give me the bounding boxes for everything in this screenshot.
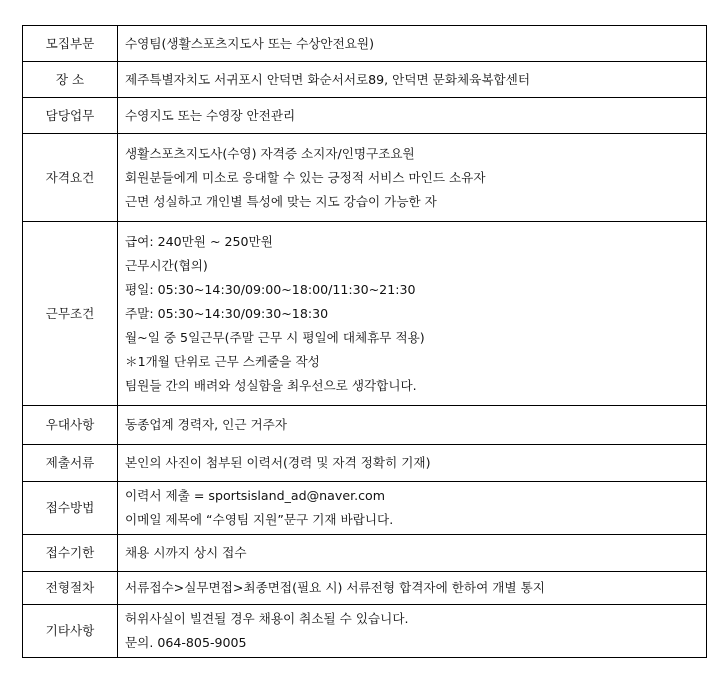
row-value (118, 222, 707, 406)
row-label: 장 소 (23, 62, 118, 98)
row-value (118, 535, 707, 572)
row-label: 전형절차 (23, 572, 118, 605)
value-line: 급여: 240만원 ~ 250만원 (125, 233, 273, 249)
value-line: 이메일 제목에 “수영팀 지원”문구 기재 바랍니다. (125, 512, 394, 527)
table-row-preferences (23, 406, 707, 445)
row-value (118, 134, 707, 222)
recruitment-table (22, 25, 707, 658)
row-value (118, 605, 707, 658)
row-value (118, 98, 707, 134)
table-row-qualifications (23, 134, 707, 222)
row-label: 접수기한 (23, 535, 118, 572)
table-row-other (23, 605, 707, 658)
table-row-deadline (23, 535, 707, 572)
value-line: 월~일 중 5일근무(주말 근무 시 평일에 대체휴무 적용) (125, 329, 425, 345)
row-label: 모집부문 (23, 26, 118, 62)
row-label: 담당업무 (23, 98, 118, 134)
row-label: 제출서류 (23, 445, 118, 482)
row-label: 자격요건 (23, 134, 118, 222)
value-line: 수영팀(생활스포츠지도사 또는 수상안전요원) (125, 35, 374, 51)
value-line: 회원분들에게 미소로 응대할 수 있는 긍정적 서비스 마인드 소유자 (125, 169, 486, 185)
value-line: 동종업계 경력자, 인근 거주자 (125, 417, 287, 432)
value-line: 평일: 05:30~14:30/09:00~18:00/11:30~21:30 (125, 281, 416, 297)
value-line: 근무시간(협의) (125, 257, 208, 273)
value-line: 서류접수>실무면접>최종면접(필요 시) 서류전형 합격자에 한하여 개별 통지 (125, 580, 545, 595)
value-line: ＊1개월 단위로 근무 스케줄을 작성 (125, 353, 320, 369)
value-line: 수영지도 또는 수영장 안전관리 (125, 107, 296, 123)
value-line: 허위사실이 빌견될 경우 채용이 취소될 수 있습니다. (125, 611, 409, 626)
table-row-duties (23, 98, 707, 134)
row-label: 우대사항 (23, 406, 118, 445)
value-line: 주말: 05:30~14:30/09:30~18:30 (125, 305, 329, 321)
value-line: 팀원들 간의 배려와 성실함을 최우선으로 생각합니다. (125, 377, 417, 393)
table-row-working-conditions (23, 222, 707, 406)
row-label: 접수방법 (23, 482, 118, 535)
row-label: 근무조건 (23, 222, 118, 406)
table-row-documents (23, 445, 707, 482)
value-line: 생활스포츠지도사(수영) 자격증 소지자/인명구조요원 (125, 145, 415, 161)
value-line: 본인의 사진이 첨부된 이력서(경력 및 자격 정확히 기재) (125, 455, 431, 470)
value-line: 이력서 제출 = sportsisland_ad@naver.com (125, 488, 386, 503)
table-row-application-method (23, 482, 707, 535)
table-row-position (23, 26, 707, 62)
row-value (118, 572, 707, 605)
table-row-location (23, 62, 707, 98)
row-label: 기타사항 (23, 605, 118, 658)
row-value (118, 62, 707, 98)
row-value (118, 406, 707, 445)
row-value (118, 26, 707, 62)
value-line: 채용 시까지 상시 접수 (125, 545, 247, 560)
value-line: 문의. 064-805-9005 (125, 635, 247, 650)
value-line: 제주특별자치도 서귀포시 안덕면 화순서서로89, 안덕면 문화체육복합센터 (125, 71, 531, 87)
row-value (118, 482, 707, 535)
table-row-selection-process (23, 572, 707, 605)
value-line: 근면 성실하고 개인별 특성에 맞는 지도 강습이 가능한 자 (125, 193, 437, 209)
row-value (118, 445, 707, 482)
